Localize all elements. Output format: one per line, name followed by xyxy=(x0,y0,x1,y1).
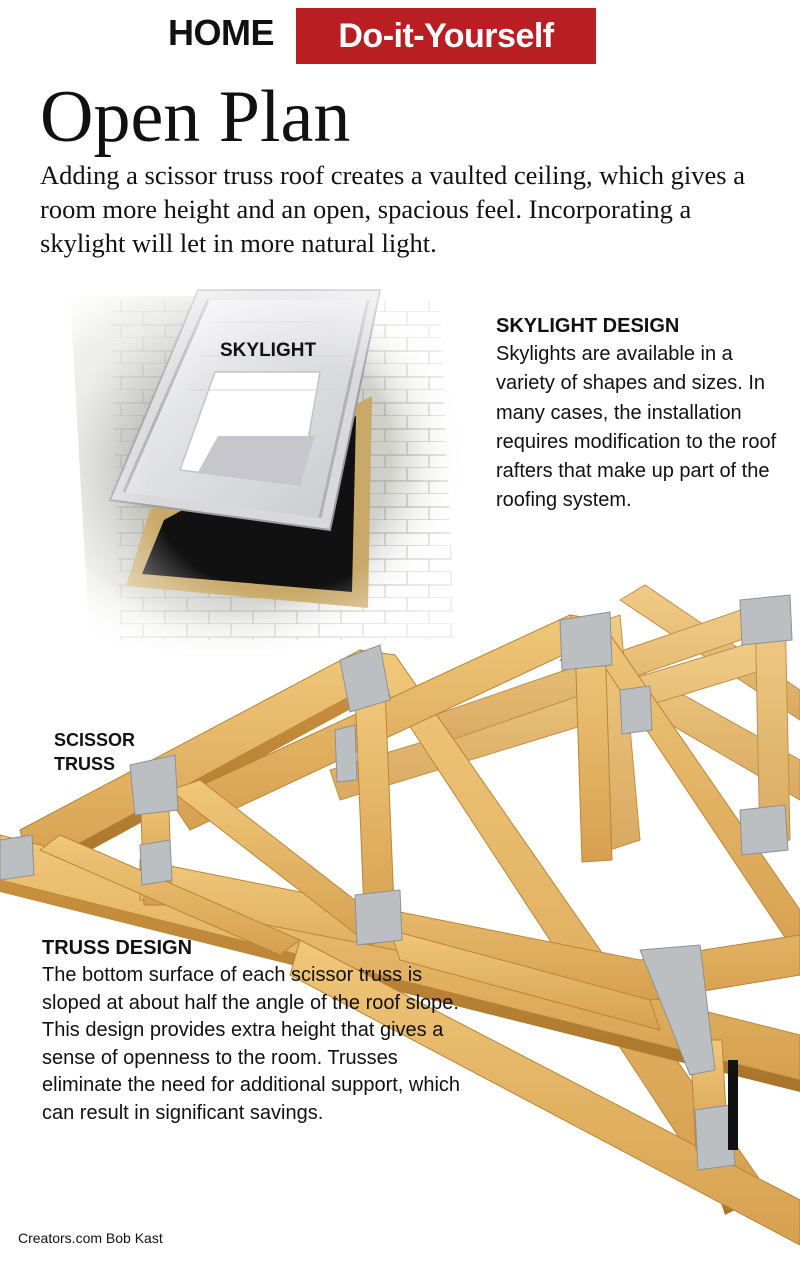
section-banner: Do-it-Yourself xyxy=(296,8,596,64)
scissor-truss-label xyxy=(54,728,135,776)
skylight-design-heading: SKYLIGHT DESIGN xyxy=(496,315,680,337)
header xyxy=(0,8,800,64)
truss-design-heading: TRUSS DESIGN xyxy=(42,937,193,959)
scissor-truss-label-line2: TRUSS xyxy=(54,754,116,774)
intro-text: Adding a scissor truss roof creates a vaulted ceiling, which gives a room more height and an open, spacious feel. Incorporating a skylight will let in more natural light. xyxy=(40,160,745,258)
credit-line: Creators.com Bob Kast xyxy=(18,1230,163,1246)
scissor-trusses xyxy=(0,585,800,1245)
scissor-truss-label-line1: SCISSOR xyxy=(54,730,136,750)
truss-design-body: The bottom surface of each scissor truss is sloped at about half the angle of the roof slope. This design provides extra height that gives a sense of openness to the room. Trusses eliminate the need for additional support, which can result in significant savings. xyxy=(42,964,461,1124)
skylight-design-body: Skylights are available in a variety of shapes and sizes. In many cases, the installation requires modification to the roof rafters that make up part of the roofing system. xyxy=(496,343,777,512)
section-label: HOME xyxy=(168,12,274,53)
skylight-label: SKYLIGHT xyxy=(220,340,317,361)
truss-design-block xyxy=(42,934,482,1127)
skylight-design-block xyxy=(496,312,786,516)
page-title: Open Plan xyxy=(40,76,351,158)
